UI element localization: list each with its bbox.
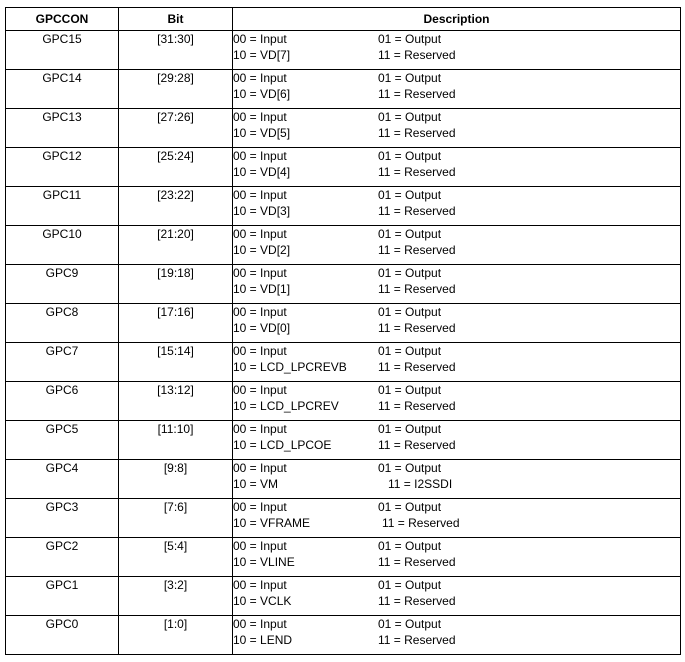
pin-name-cell: GPC4	[6, 460, 119, 499]
description-line	[233, 47, 680, 63]
option-01: 01 = Output	[378, 539, 442, 553]
option-00: 00 = Input	[233, 539, 287, 553]
table-row	[6, 31, 681, 70]
description-cell	[233, 577, 681, 616]
description-line	[233, 226, 680, 242]
bit-range-cell: [3:2]	[119, 577, 233, 616]
option-01: 01 = Output	[378, 305, 442, 319]
description-line	[233, 577, 680, 593]
description-cell	[233, 343, 681, 382]
option-11: 11 = Reserved	[378, 87, 456, 101]
option-00: 00 = Input	[233, 500, 287, 514]
option-01: 01 = Output	[378, 188, 442, 202]
option-10: 10 = LEND	[233, 633, 293, 647]
description-cell	[233, 304, 681, 343]
option-11: 11 = Reserved	[378, 438, 456, 452]
option-11: 11 = I2SSDI	[388, 477, 453, 491]
bit-range-cell: [29:28]	[119, 70, 233, 109]
bit-range-cell: [19:18]	[119, 265, 233, 304]
bit-range-cell: [25:24]	[119, 148, 233, 187]
description-cell	[233, 499, 681, 538]
option-01: 01 = Output	[378, 383, 442, 397]
option-00: 00 = Input	[233, 71, 287, 85]
option-10: 10 = VFRAME	[233, 516, 311, 530]
description-cell	[233, 460, 681, 499]
pin-name-cell: GPC14	[6, 70, 119, 109]
description-line	[233, 554, 680, 570]
description-line	[233, 164, 680, 180]
option-00: 00 = Input	[233, 383, 287, 397]
option-10: 10 = VM	[233, 477, 279, 491]
option-00: 00 = Input	[233, 461, 287, 475]
option-10: 10 = VD[0]	[233, 321, 291, 335]
option-00: 00 = Input	[233, 32, 287, 46]
option-01: 01 = Output	[378, 266, 442, 280]
header-description: Description	[233, 8, 681, 31]
option-11: 11 = Reserved	[378, 126, 456, 140]
option-01: 01 = Output	[378, 617, 442, 631]
option-00: 00 = Input	[233, 617, 287, 631]
description-cell	[233, 148, 681, 187]
description-line	[233, 538, 680, 554]
option-11: 11 = Reserved	[378, 555, 456, 569]
table-row	[6, 616, 681, 655]
table-row	[6, 226, 681, 265]
option-01: 01 = Output	[378, 110, 442, 124]
table-row	[6, 421, 681, 460]
pin-name-cell: GPC11	[6, 187, 119, 226]
description-cell	[233, 226, 681, 265]
option-10: 10 = VD[6]	[233, 87, 291, 101]
option-10: 10 = VD[3]	[233, 204, 291, 218]
bit-range-cell: [9:8]	[119, 460, 233, 499]
table-row	[6, 577, 681, 616]
option-11: 11 = Reserved	[378, 633, 456, 647]
pin-name-cell: GPC10	[6, 226, 119, 265]
bit-range-cell: [5:4]	[119, 538, 233, 577]
description-line	[233, 437, 680, 453]
description-line	[233, 343, 680, 359]
header-row	[6, 8, 681, 31]
description-line	[233, 632, 680, 648]
description-line	[233, 593, 680, 609]
description-cell	[233, 265, 681, 304]
bit-range-cell: [7:6]	[119, 499, 233, 538]
table-row	[6, 382, 681, 421]
option-10: 10 = VLINE	[233, 555, 295, 569]
bit-range-cell: [21:20]	[119, 226, 233, 265]
description-line	[233, 382, 680, 398]
pin-name-cell: GPC6	[6, 382, 119, 421]
bit-range-cell: [17:16]	[119, 304, 233, 343]
bit-range-cell: [15:14]	[119, 343, 233, 382]
gpccon-register-table	[5, 7, 681, 655]
option-00: 00 = Input	[233, 305, 287, 319]
table-row	[6, 343, 681, 382]
option-10: 10 = VD[5]	[233, 126, 291, 140]
description-line	[233, 398, 680, 414]
option-01: 01 = Output	[378, 461, 442, 475]
bit-range-cell: [11:10]	[119, 421, 233, 460]
option-00: 00 = Input	[233, 110, 287, 124]
header-bit: Bit	[119, 8, 233, 31]
option-11: 11 = Reserved	[382, 516, 460, 530]
option-10: 10 = VCLK	[233, 594, 292, 608]
description-line	[233, 109, 680, 125]
option-00: 00 = Input	[233, 149, 287, 163]
description-line	[233, 187, 680, 203]
description-line	[233, 320, 680, 336]
table-row	[6, 148, 681, 187]
description-line	[233, 148, 680, 164]
description-line	[233, 242, 680, 258]
description-line	[233, 70, 680, 86]
table-row	[6, 109, 681, 148]
pin-name-cell: GPC0	[6, 616, 119, 655]
option-11: 11 = Reserved	[378, 594, 456, 608]
description-line	[233, 476, 680, 492]
option-10: 10 = LCD_LPCREV	[233, 399, 339, 413]
description-cell	[233, 421, 681, 460]
pin-name-cell: GPC1	[6, 577, 119, 616]
description-line	[233, 515, 680, 531]
option-11: 11 = Reserved	[378, 48, 456, 62]
description-cell	[233, 70, 681, 109]
table-row	[6, 70, 681, 109]
description-line	[233, 460, 680, 476]
option-10: 10 = VD[7]	[233, 48, 291, 62]
option-10: 10 = LCD_LPCOE	[233, 438, 332, 452]
bit-range-cell: [13:12]	[119, 382, 233, 421]
option-01: 01 = Output	[378, 227, 442, 241]
description-line	[233, 86, 680, 102]
description-line	[233, 304, 680, 320]
bit-range-cell: [27:26]	[119, 109, 233, 148]
option-01: 01 = Output	[378, 149, 442, 163]
description-line	[233, 203, 680, 219]
pin-name-cell: GPC2	[6, 538, 119, 577]
pin-name-cell: GPC15	[6, 31, 119, 70]
option-10: 10 = VD[1]	[233, 282, 291, 296]
bit-range-cell: [1:0]	[119, 616, 233, 655]
option-00: 00 = Input	[233, 227, 287, 241]
option-01: 01 = Output	[378, 344, 442, 358]
option-01: 01 = Output	[378, 71, 442, 85]
option-00: 00 = Input	[233, 578, 287, 592]
option-01: 01 = Output	[378, 422, 442, 436]
option-00: 00 = Input	[233, 344, 287, 358]
option-11: 11 = Reserved	[378, 321, 456, 335]
option-00: 00 = Input	[233, 188, 287, 202]
bit-range-cell: [23:22]	[119, 187, 233, 226]
option-01: 01 = Output	[378, 500, 442, 514]
option-10: 10 = LCD_LPCREVB	[233, 360, 347, 374]
description-line	[233, 616, 680, 632]
option-10: 10 = VD[2]	[233, 243, 291, 257]
table-row	[6, 460, 681, 499]
pin-name-cell: GPC8	[6, 304, 119, 343]
description-line	[233, 421, 680, 437]
description-line	[233, 125, 680, 141]
description-cell	[233, 382, 681, 421]
description-cell	[233, 538, 681, 577]
description-cell	[233, 109, 681, 148]
option-11: 11 = Reserved	[378, 360, 456, 374]
table-row	[6, 538, 681, 577]
description-line	[233, 31, 680, 47]
table-row	[6, 304, 681, 343]
description-cell	[233, 616, 681, 655]
option-10: 10 = VD[4]	[233, 165, 291, 179]
table-row	[6, 265, 681, 304]
table-row	[6, 187, 681, 226]
option-11: 11 = Reserved	[378, 282, 456, 296]
description-line	[233, 359, 680, 375]
pin-name-cell: GPC12	[6, 148, 119, 187]
option-01: 01 = Output	[378, 578, 442, 592]
pin-name-cell: GPC5	[6, 421, 119, 460]
pin-name-cell: GPC7	[6, 343, 119, 382]
option-11: 11 = Reserved	[378, 165, 456, 179]
pin-name-cell: GPC3	[6, 499, 119, 538]
table-row	[6, 499, 681, 538]
header-gpccon: GPCCON	[6, 8, 119, 31]
option-11: 11 = Reserved	[378, 243, 456, 257]
description-line	[233, 281, 680, 297]
pin-name-cell: GPC13	[6, 109, 119, 148]
description-line	[233, 265, 680, 281]
description-line	[233, 499, 680, 515]
pin-name-cell: GPC9	[6, 265, 119, 304]
option-01: 01 = Output	[378, 32, 442, 46]
option-00: 00 = Input	[233, 422, 287, 436]
description-cell	[233, 31, 681, 70]
description-cell	[233, 187, 681, 226]
option-00: 00 = Input	[233, 266, 287, 280]
bit-range-cell: [31:30]	[119, 31, 233, 70]
option-11: 11 = Reserved	[378, 204, 456, 218]
option-11: 11 = Reserved	[378, 399, 456, 413]
